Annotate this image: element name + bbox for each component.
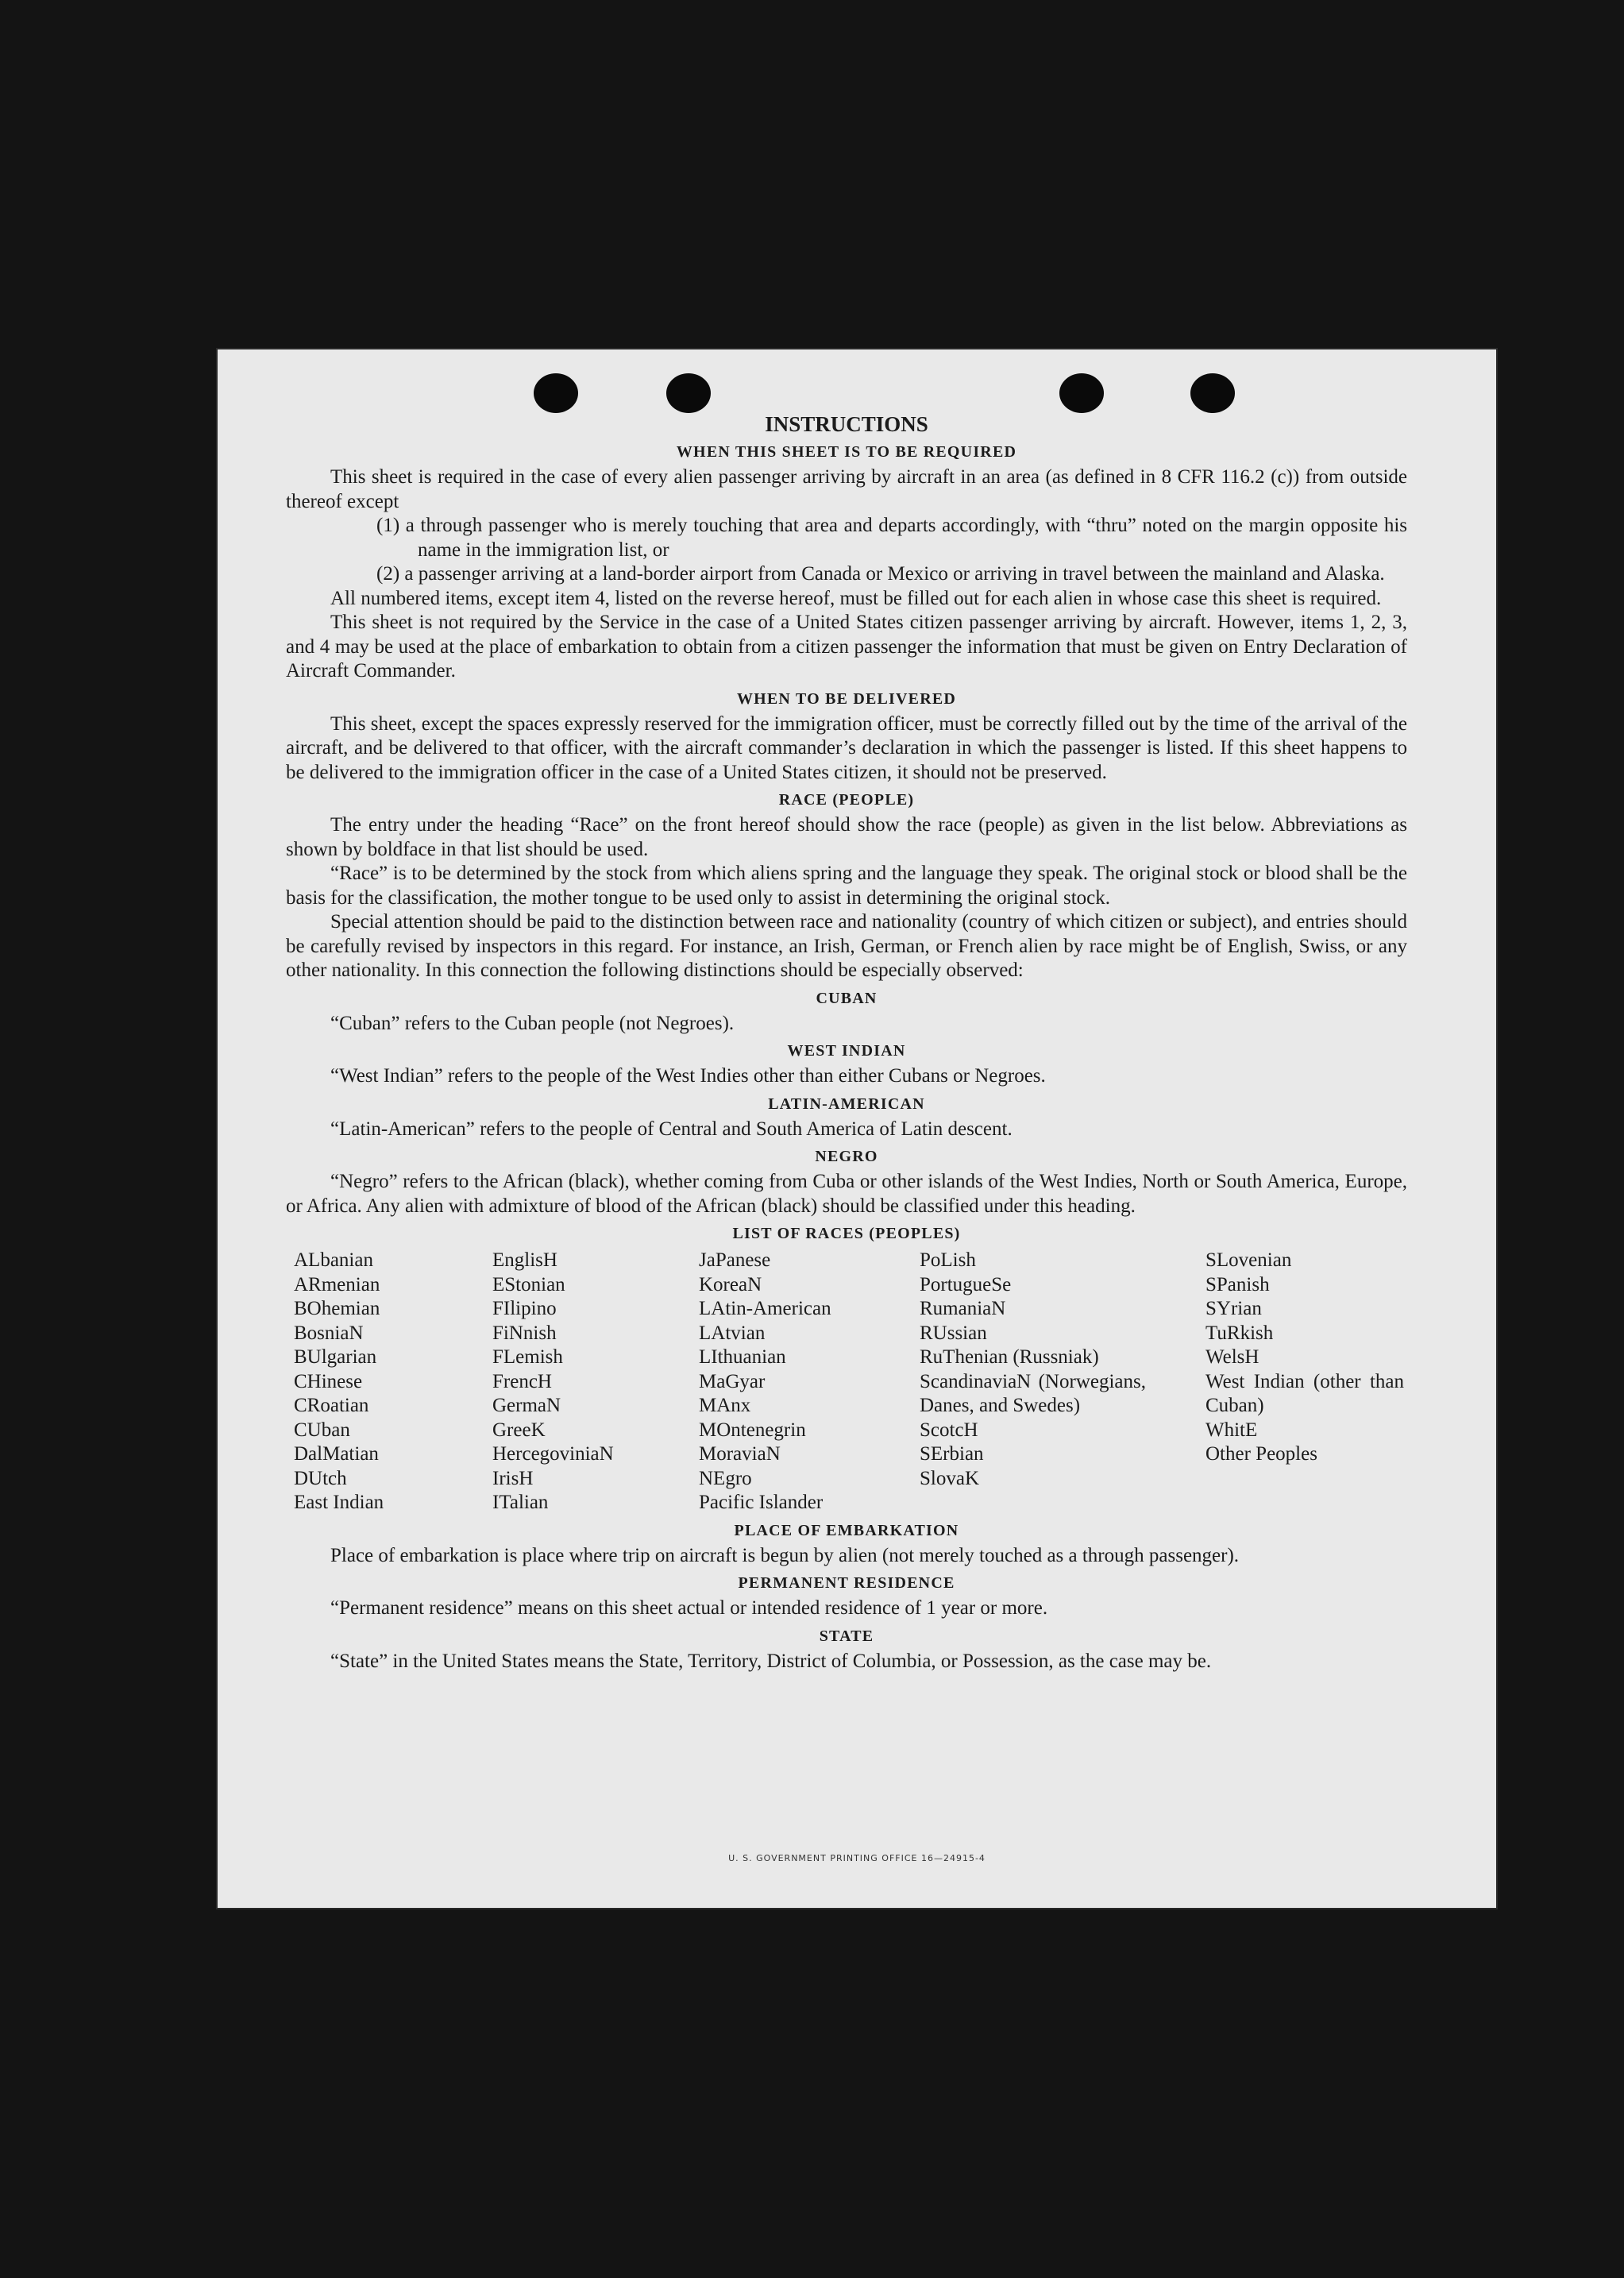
list-item: PortugueSe xyxy=(920,1273,1012,1295)
section-heading-cuban: CUBAN xyxy=(816,989,878,1007)
race-column xyxy=(294,1249,492,1515)
list-item: NEgro xyxy=(699,1467,752,1489)
exception-item-2: (2) a passenger arriving at a land-border airport from Canada or Mexico or arriving in travel between the mainland and Alaska. xyxy=(376,563,1385,585)
section-heading-required: WHEN THIS SHEET IS TO BE REQUIRED xyxy=(676,443,1017,461)
paragraph: “Permanent residence” means on this sheet actual or intended residence of 1 year or more. xyxy=(330,1597,1048,1619)
list-item: FrencH xyxy=(492,1370,552,1392)
list-item: SlovaK xyxy=(920,1467,979,1489)
paragraph: “Negro” refers to the African (black), whether coming from Cuba or other islands of the West Indies, North or South America, Europe, or Africa. Any alien with admixture of blood of the African (black) should be classified under this heading. xyxy=(286,1171,1407,1217)
paragraph: This sheet is required in the case of every alien passenger arriving by aircraft in an area (as defined in 8 CFR 116.2 (c)) from outside thereof except xyxy=(286,466,1407,512)
list-item: MOntenegrin xyxy=(699,1419,806,1441)
section-heading-west-indian: WEST INDIAN xyxy=(787,1042,906,1060)
list-item: JaPanese xyxy=(699,1249,771,1271)
list-item: KoreaN xyxy=(699,1273,762,1295)
section-heading-negro: NEGRO xyxy=(815,1148,878,1165)
paragraph: “Latin-American” refers to the people of Central and South America of Latin descent. xyxy=(330,1118,1013,1140)
exception-item-1: (1) a through passenger who is merely touching that area and departs accordingly, with “thru” noted on the margin opposite his name in the immigration list, or xyxy=(376,515,1407,561)
list-item: ScotcH xyxy=(920,1419,978,1441)
printer-imprint: U. S. GOVERNMENT PRINTING OFFICE 16—24915-4 xyxy=(728,1853,986,1863)
list-item: HercegoviniaN xyxy=(492,1443,614,1465)
race-column xyxy=(492,1249,699,1515)
list-item: SErbian xyxy=(920,1443,984,1465)
section-heading-list-of-races: LIST OF RACES (PEOPLES) xyxy=(732,1225,961,1242)
section-heading-latin-american: LATIN-AMERICAN xyxy=(768,1095,925,1113)
list-item: BosniaN xyxy=(294,1322,364,1344)
paragraph: “State” in the United States means the State, Territory, District of Columbia, or Possession, as the case may be. xyxy=(330,1650,1212,1672)
page-title: INSTRUCTIONS xyxy=(765,412,928,436)
list-item: ARmenian xyxy=(294,1273,380,1295)
list-item: ScandinaviaN (Norwegians, Danes, and Swedes) xyxy=(920,1370,1146,1416)
list-item: RumaniaN xyxy=(920,1298,1006,1319)
list-item: WelsH xyxy=(1205,1346,1259,1368)
list-item: LAtin-American xyxy=(699,1298,831,1319)
race-list xyxy=(294,1249,1407,1515)
paragraph: “Cuban” refers to the Cuban people (not Negroes). xyxy=(330,1012,735,1034)
list-item: GermaN xyxy=(492,1395,561,1416)
list-item: EnglisH xyxy=(492,1249,557,1271)
list-item: FLemish xyxy=(492,1346,563,1368)
race-column xyxy=(920,1249,1205,1515)
list-item: IrisH xyxy=(492,1467,534,1489)
list-item: RUssian xyxy=(920,1322,987,1344)
list-item: LAtvian xyxy=(699,1322,766,1344)
list-item: BOhemian xyxy=(294,1298,380,1319)
list-item: BUlgarian xyxy=(294,1346,377,1368)
list-item: SLovenian xyxy=(1205,1249,1292,1271)
list-item: PoLish xyxy=(920,1249,976,1271)
instruction-sheet xyxy=(218,349,1496,1908)
list-item: FIlipino xyxy=(492,1298,557,1319)
section-heading-race: RACE (PEOPLE) xyxy=(778,791,915,809)
race-column xyxy=(1205,1249,1406,1515)
list-item: SYrian xyxy=(1205,1298,1262,1319)
list-item: FiNnish xyxy=(492,1322,557,1344)
list-item: DUtch xyxy=(294,1467,347,1489)
paragraph: The entry under the heading “Race” on the front hereof should show the race (people) as given in the list below. Abbreviations as shown by boldface in that list should be used. xyxy=(286,814,1407,860)
paragraph: “West Indian” refers to the people of the West Indies other than either Cubans or Negroes. xyxy=(330,1065,1046,1087)
list-item: LIthuanian xyxy=(699,1346,786,1368)
list-item: East Indian xyxy=(294,1492,384,1513)
list-item: Other Peoples xyxy=(1205,1443,1317,1465)
list-item: WhitE xyxy=(1205,1419,1258,1441)
paragraph: “Race” is to be determined by the stock from which aliens spring and the language they speak. The original stock or blood shall be the basis for the classification, the mother tongue to be used only to assist in determining the original stock. xyxy=(286,863,1407,909)
punch-hole-1 xyxy=(534,373,578,413)
paragraph: This sheet, except the spaces expressly reserved for the immigration officer, must be correctly filled out by the time of the arrival of the aircraft, and be delivered to that officer, with the aircraft commander’s declaration in which the passenger is listed. If this sheet happens to be delivered to the immigration officer in the case of a United States citizen, it should not be preserved. xyxy=(286,712,1407,783)
list-item: ALbanian xyxy=(294,1249,373,1271)
paragraph: Special attention should be paid to the distinction between race and nationality (country of which citizen or subject), and entries should be carefully revised by inspectors in this regard. For instance, an Irish, German, or French alien by race might be of English, Swiss, or any other nationality. In this connection the following distinctions should be especially observed: xyxy=(286,911,1407,981)
section-heading-state: STATE xyxy=(819,1627,874,1645)
paragraph: All numbered items, except item 4, listed on the reverse hereof, must be filled out for each alien in whose case this sheet is required. xyxy=(330,587,1382,609)
list-item: MaGyar xyxy=(699,1370,766,1392)
punch-hole-2 xyxy=(666,373,711,413)
paragraph: This sheet is not required by the Service in the case of a United States citizen passenger arriving by aircraft. However, items 1, 2, 3, and 4 may be used at the place of embarkation to obtain from a citizen passenger the information that must be given on Entry Declaration of Aircraft Commander. xyxy=(286,612,1407,681)
list-item: RuThenian (Russniak) xyxy=(920,1346,1099,1368)
list-item: MAnx xyxy=(699,1395,751,1416)
punch-hole-4 xyxy=(1190,373,1235,413)
list-item: DalMatian xyxy=(294,1443,379,1465)
list-item: GreeK xyxy=(492,1419,546,1441)
section-heading-residence: PERMANENT RESIDENCE xyxy=(738,1574,955,1592)
section-heading-delivered: WHEN TO BE DELIVERED xyxy=(736,689,957,708)
list-item: CUban xyxy=(294,1419,350,1441)
list-item: Pacific Islander xyxy=(699,1492,824,1513)
list-item: CHinese xyxy=(294,1370,363,1392)
list-item: ITalian xyxy=(492,1492,549,1513)
section-heading-embarkation: PLACE OF EMBARKATION xyxy=(734,1521,959,1539)
list-item: EStonian xyxy=(492,1273,565,1295)
list-item: West Indian (other than Cuban) xyxy=(1205,1370,1404,1416)
list-item: CRoatian xyxy=(294,1395,369,1416)
list-item: MoraviaN xyxy=(699,1443,781,1465)
race-column xyxy=(699,1249,920,1515)
paragraph: Place of embarkation is place where trip on aircraft is begun by alien (not merely touched as a through passenger). xyxy=(330,1544,1240,1566)
list-item: SPanish xyxy=(1205,1273,1270,1295)
sheet-content xyxy=(286,411,1407,1674)
punch-hole-3 xyxy=(1059,373,1104,413)
list-item: TuRkish xyxy=(1205,1322,1274,1344)
